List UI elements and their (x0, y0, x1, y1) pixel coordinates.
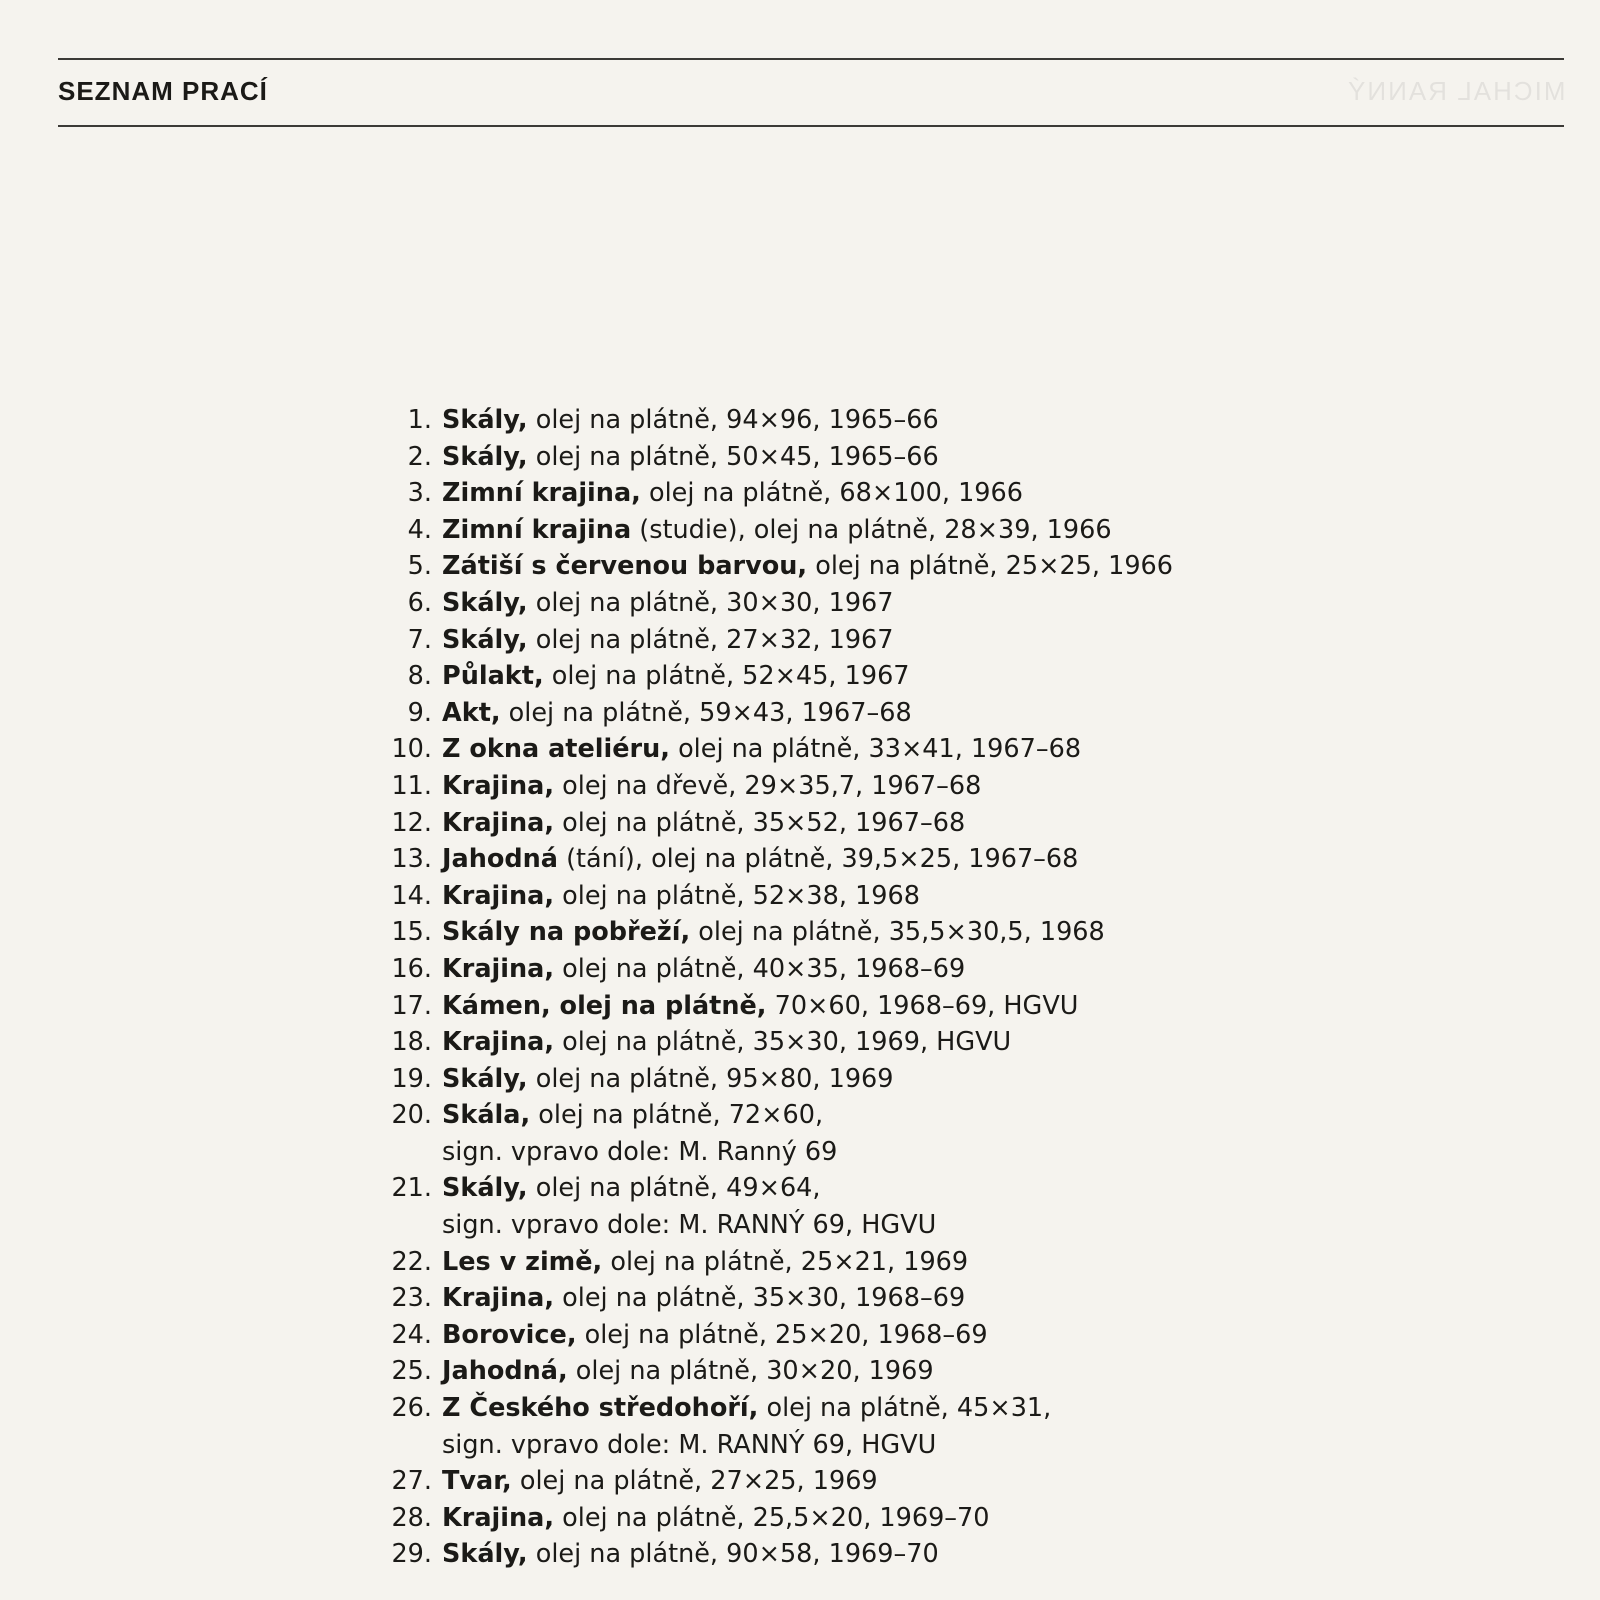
item-text (442, 1317, 988, 1354)
item-number: 22. (391, 1246, 432, 1277)
item-text (442, 1024, 1011, 1061)
item-number: 14. (391, 880, 432, 911)
item-number: 8. (407, 661, 432, 692)
list-item (372, 475, 1272, 512)
item-text (442, 622, 894, 659)
work-details: olej na plátně, 30×30, 1967 (527, 587, 894, 618)
work-title: Jahodná (442, 844, 558, 875)
item-text (442, 768, 981, 805)
work-title: Z okna ateliéru, (442, 734, 670, 765)
work-details: olej na plátně, 94×96, 1965–66 (527, 405, 939, 435)
work-details: olej na plátně, 45×31, (758, 1393, 1052, 1424)
work-title: Krajina, (442, 807, 555, 838)
list-item (372, 951, 1272, 988)
item-number: 29. (391, 1539, 432, 1570)
list-item (372, 512, 1272, 549)
work-title: Skála, (442, 1100, 531, 1131)
item-number: 26. (391, 1393, 432, 1424)
header-bottom-rule (58, 125, 1564, 127)
item-number: 7. (407, 624, 432, 655)
item-number: 13. (391, 844, 432, 875)
item-number: 4. (407, 514, 432, 545)
list-item (372, 1097, 1272, 1170)
item-number: 1. (407, 405, 432, 435)
top-rule (58, 58, 1564, 60)
work-details: olej na plátně, 90×58, 1969–70 (527, 1539, 939, 1570)
item-text (442, 512, 1112, 549)
work-details: olej na plátně, 52×45, 1967 (543, 661, 910, 692)
list-item (372, 548, 1272, 585)
item-text (442, 1353, 934, 1390)
work-details: olej na plátně, 49×64, (527, 1173, 821, 1204)
work-title: Zimní krajina (442, 514, 632, 545)
item-number: 15. (391, 917, 432, 948)
work-title: Skály, (442, 1539, 528, 1570)
work-title: Skály, (442, 405, 528, 435)
work-title: Krajina, (442, 1027, 555, 1058)
item-number: 12. (391, 807, 432, 838)
work-title: Tvar, (442, 1466, 512, 1497)
work-title: Les v zimě, (442, 1246, 603, 1277)
work-details: olej na plátně, 95×80, 1969 (527, 1063, 894, 1094)
work-details: olej na plátně, 59×43, 1967–68 (500, 697, 912, 728)
list-item (372, 585, 1272, 622)
list-item (372, 402, 1272, 439)
list-item (372, 1317, 1272, 1354)
item-text (442, 1536, 939, 1573)
work-title: Skály, (442, 587, 528, 618)
list-item (372, 1353, 1272, 1390)
work-details: olej na plátně, 25×20, 1968–69 (576, 1319, 988, 1350)
work-details: olej na plátně, 35×52, 1967–68 (554, 807, 966, 838)
item-text (442, 951, 965, 988)
item-number: 21. (391, 1173, 432, 1204)
item-text (442, 402, 939, 439)
work-title: Půlakt, (442, 661, 544, 692)
work-details: olej na plátně, 25×21, 1969 (602, 1246, 969, 1277)
work-details: olej na plátně, 33×41, 1967–68 (669, 734, 1082, 765)
item-text (442, 695, 912, 732)
item-text (442, 548, 1173, 585)
list-item (372, 1280, 1272, 1317)
work-title: Krajina, (442, 1283, 555, 1314)
list-item (372, 878, 1272, 915)
work-details: 70×60, 1968–69, HGVU (766, 990, 1079, 1021)
work-title: Borovice, (442, 1319, 577, 1350)
item-number: 11. (391, 770, 432, 801)
work-title: Jahodná, (442, 1356, 568, 1387)
work-title: Z Českého středohoří, (442, 1393, 759, 1424)
item-number: 25. (391, 1356, 432, 1387)
work-details: olej na plátně, 35×30, 1969, HGVU (554, 1027, 1012, 1058)
work-title: Skály, (442, 1173, 528, 1204)
work-details: olej na plátně, 50×45, 1965–66 (527, 441, 939, 472)
list-item (372, 658, 1272, 695)
item-number: 27. (391, 1466, 432, 1497)
item-text (442, 1061, 894, 1098)
work-title: Skály, (442, 441, 528, 472)
list-item (372, 1061, 1272, 1098)
work-title: Zimní krajina, (442, 478, 641, 509)
list-item (372, 731, 1272, 768)
list-item (372, 622, 1272, 659)
item-text (442, 914, 1105, 951)
show-through-text: MICHAL RANNÝ (1346, 76, 1566, 106)
item-text (442, 658, 910, 695)
item-text (442, 878, 920, 915)
work-details: olej na plátně, 27×32, 1967 (527, 624, 894, 655)
work-title: Skály, (442, 1063, 528, 1094)
item-number: 23. (391, 1283, 432, 1314)
list-item (372, 1536, 1272, 1573)
list-item (372, 1390, 1272, 1463)
work-details: (tání), olej na plátně, 39,5×25, 1967–68 (557, 844, 1079, 875)
work-details: olej na plátně, 25×25, 1966 (807, 551, 1173, 582)
item-number: 19. (391, 1063, 432, 1094)
list-item (372, 695, 1272, 732)
item-number: 10. (391, 734, 432, 765)
list-item (372, 841, 1272, 878)
item-text (442, 841, 1078, 878)
work-details: olej na plátně, 35,5×30,5, 1968 (690, 917, 1105, 948)
work-title: Krajina, (442, 880, 555, 911)
work-title: Kámen, olej na plátně, (442, 990, 767, 1021)
work-details: olej na plátně, 68×100, 1966 (640, 478, 1023, 509)
item-number: 6. (407, 587, 432, 618)
work-details: olej na plátně, 72×60, (530, 1100, 824, 1131)
item-text (442, 1097, 837, 1170)
list-item (372, 768, 1272, 805)
list-item (372, 1244, 1272, 1281)
page-title: SEZNAM PRACÍ (58, 76, 268, 106)
work-title: Zátiší s červenou barvou, (442, 551, 808, 582)
item-number: 20. (391, 1100, 432, 1131)
work-title: Krajina, (442, 953, 555, 984)
work-title: Akt, (442, 697, 501, 728)
item-text (442, 1390, 1051, 1463)
signature-note: sign. vpravo dole: M. RANNÝ 69, HGVU (442, 1210, 937, 1241)
item-text (442, 1244, 968, 1281)
item-text (442, 988, 1078, 1025)
work-details: olej na plátně, 40×35, 1968–69 (554, 953, 966, 984)
item-text (442, 805, 965, 842)
work-title: Krajina, (442, 1502, 555, 1533)
signature-note: sign. vpravo dole: M. Ranný 69 (442, 1136, 838, 1167)
item-number: 3. (407, 478, 432, 509)
item-number: 9. (407, 697, 432, 728)
item-text (442, 1500, 990, 1537)
list-item (372, 914, 1272, 951)
work-details: olej na plátně, 52×38, 1968 (554, 880, 920, 911)
list-item (372, 988, 1272, 1025)
work-details: olej na plátně, 25,5×20, 1969–70 (554, 1502, 990, 1533)
work-details: olej na plátně, 30×20, 1969 (567, 1356, 934, 1387)
item-text (442, 1280, 965, 1317)
item-number: 17. (391, 990, 432, 1021)
item-text (442, 1463, 878, 1500)
work-title: Skály na pobřeží, (442, 917, 691, 948)
item-text (442, 731, 1081, 768)
item-number: 16. (391, 953, 432, 984)
item-number: 24. (391, 1319, 432, 1350)
item-text (442, 475, 1023, 512)
item-text (442, 585, 894, 622)
item-text (442, 439, 939, 476)
work-details: olej na plátně, 27×25, 1969 (511, 1466, 878, 1497)
item-text (442, 1170, 936, 1243)
list-item (372, 1500, 1272, 1537)
work-title: Skály, (442, 624, 528, 655)
list-item (372, 1024, 1272, 1061)
item-number: 18. (391, 1027, 432, 1058)
list-item (372, 439, 1272, 476)
work-details: olej na plátně, 35×30, 1968–69 (554, 1283, 966, 1314)
work-details: (studie), olej na plátně, 28×39, 1966 (631, 514, 1112, 545)
signature-note: sign. vpravo dole: M. RANNÝ 69, HGVU (442, 1429, 937, 1460)
list-item (372, 1463, 1272, 1500)
work-title: Krajina, (442, 770, 555, 801)
list-item (372, 1170, 1272, 1243)
item-number: 28. (391, 1502, 432, 1533)
item-number: 5. (407, 551, 432, 582)
list-item (372, 805, 1272, 842)
item-number: 2. (407, 441, 432, 472)
works-list (372, 402, 1272, 1573)
work-details: olej na dřevě, 29×35,7, 1967–68 (554, 770, 982, 801)
